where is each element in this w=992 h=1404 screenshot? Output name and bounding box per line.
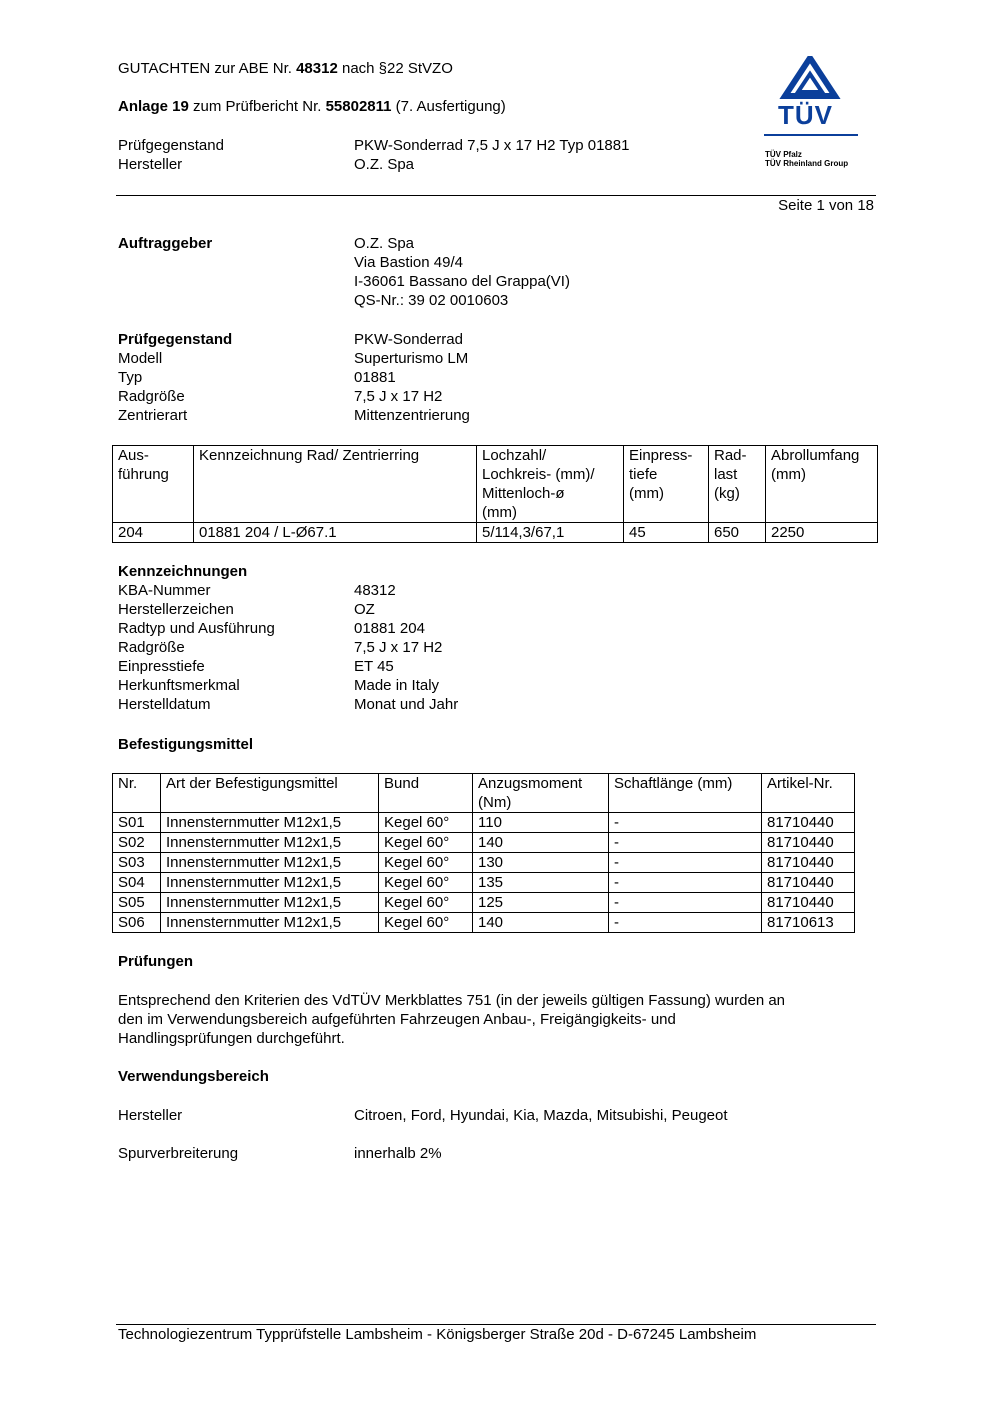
table-cell: Kegel 60° [379, 853, 473, 873]
table-cell: 81710440 [762, 873, 855, 893]
table-cell: Kegel 60° [379, 833, 473, 853]
table-row [113, 833, 855, 853]
table-cell: Kegel 60° [379, 913, 473, 933]
kenn-value: Monat und Jahr [354, 696, 459, 713]
tuev-logo [760, 56, 860, 176]
header-hersteller-label: Hersteller [118, 156, 183, 173]
kenn-value: OZ [354, 601, 375, 618]
table-cell: - [609, 893, 762, 913]
header-pruefgegenstand-label: Prüfgegenstand [118, 137, 224, 154]
table-cell: Kegel 60° [379, 813, 473, 833]
typ-label: Typ [118, 369, 143, 386]
table-cell: 81710440 [762, 833, 855, 853]
header-cell: Rad- last (kg) [709, 446, 766, 523]
table-cell: S03 [113, 853, 161, 873]
table-cell: 110 [473, 813, 609, 833]
spurverbreiterung-label: Spurverbreiterung [118, 1145, 239, 1162]
kenn-label: Herkunftsmerkmal [118, 677, 240, 694]
table-cell: 81710440 [762, 893, 855, 913]
kenn-label: Einpresstiefe [118, 658, 205, 675]
table-cell: - [609, 853, 762, 873]
header-cell: Bund [379, 774, 473, 813]
table-cell: Innensternmutter M12x1,5 [161, 833, 379, 853]
header-cell: Art der Befestigungsmittel [161, 774, 379, 813]
footer-text: Technologiezentrum Typprüfstelle Lambsheim - Königsberger Straße 20d - D-67245 Lambsheim [118, 1326, 757, 1343]
logo-sub2: TÜV Rheinland Group [765, 159, 849, 168]
table-cell: 81710440 [762, 813, 855, 833]
table-cell: S02 [113, 833, 161, 853]
table-cell: 650 [709, 523, 766, 543]
radgroesse-label: Radgröße [118, 388, 185, 405]
header-cell: Nr. [113, 774, 161, 813]
table-cell: S05 [113, 893, 161, 913]
table-row [113, 893, 855, 913]
table-cell: Innensternmutter M12x1,5 [161, 893, 379, 913]
header-cell: Schaftlänge (mm) [609, 774, 762, 813]
table-header-row [113, 774, 855, 813]
table-cell: 204 [113, 523, 194, 543]
auftraggeber-line: I-36061 Bassano del Grappa(VI) [354, 273, 570, 290]
logo-sub1: TÜV Pfalz [765, 150, 802, 159]
header-cell: Kennzeichnung Rad/ Zentrierring [194, 446, 477, 523]
pruefungen-title: Prüfungen [118, 953, 193, 970]
kenn-label: Radtyp und Ausführung [118, 620, 275, 637]
table-cell: 01881 204 / L-Ø67.1 [194, 523, 477, 543]
zentrierart-value: Mittenzentrierung [354, 407, 470, 424]
zentrierart-label: Zentrierart [118, 407, 188, 424]
header-divider [116, 195, 876, 196]
befestigung-table [112, 773, 855, 933]
verwendung-hersteller-value: Citroen, Ford, Hyundai, Kia, Mazda, Mitsubishi, Peugeot [354, 1107, 728, 1124]
header-cell: Artikel-Nr. [762, 774, 855, 813]
table-cell: - [609, 813, 762, 833]
document-title: GUTACHTEN zur ABE Nr. 48312 nach §22 StVZO [118, 60, 453, 77]
auftraggeber-label: Auftraggeber [118, 235, 213, 252]
modell-label: Modell [118, 350, 163, 367]
table-cell: - [609, 913, 762, 933]
befestigung-title: Befestigungsmittel [118, 736, 254, 753]
modell-value: Superturismo LM [354, 350, 469, 367]
page-number: Seite 1 von 18 [778, 197, 874, 214]
table-cell: S06 [113, 913, 161, 933]
table-cell: 140 [473, 833, 609, 853]
table-cell: Kegel 60° [379, 893, 473, 913]
kenn-label: Radgröße [118, 639, 185, 656]
document-subtitle: Anlage 19 zum Prüfbericht Nr. 55802811 (7. Ausfertigung) [118, 98, 506, 115]
table-cell: S04 [113, 873, 161, 893]
tuev-logo-text: TÜV [778, 100, 833, 130]
table-cell: Kegel 60° [379, 873, 473, 893]
header-pruefgegenstand-value: PKW-Sonderrad 7,5 J x 17 H2 Typ 01881 [354, 137, 630, 154]
table-row [113, 523, 878, 543]
table-cell: Innensternmutter M12x1,5 [161, 873, 379, 893]
auftraggeber-line: O.Z. Spa [354, 235, 415, 252]
pruefgegenstand-label: Prüfgegenstand [118, 331, 233, 348]
table-cell: - [609, 833, 762, 853]
kenn-value: 48312 [354, 582, 396, 599]
header-cell: Abrollumfang (mm) [766, 446, 878, 523]
table-row [113, 913, 855, 933]
table-cell: - [609, 873, 762, 893]
header-hersteller-value: O.Z. Spa [354, 156, 415, 173]
pruefgegenstand-value: PKW-Sonderrad [354, 331, 463, 348]
table-header-row [113, 446, 878, 523]
pruefungen-text-line: den im Verwendungsbereich aufgeführten Fahrzeugen Anbau-, Freigängigkeits- und [118, 1011, 676, 1028]
kennzeichnungen-title: Kennzeichnungen [118, 563, 248, 580]
kenn-value: 01881 204 [354, 620, 425, 637]
kenn-label: KBA-Nummer [118, 582, 211, 599]
header-cell: Aus- führung [113, 446, 194, 523]
kenn-label: Herstellerzeichen [118, 601, 234, 618]
kenn-value: Made in Italy [354, 677, 440, 694]
auftraggeber-line: Via Bastion 49/4 [354, 254, 463, 271]
radgroesse-value: 7,5 J x 17 H2 [354, 388, 443, 405]
auftraggeber-line: QS-Nr.: 39 02 0010603 [354, 292, 509, 309]
rad-table [112, 445, 878, 543]
header-cell: Einpress- tiefe (mm) [624, 446, 709, 523]
table-cell: Innensternmutter M12x1,5 [161, 813, 379, 833]
kenn-value: 7,5 J x 17 H2 [354, 639, 443, 656]
table-cell: 130 [473, 853, 609, 873]
header-cell: Lochzahl/ Lochkreis- (mm)/ Mittenloch-ø (mm) [477, 446, 624, 523]
table-row [113, 813, 855, 833]
header-cell: Anzugsmoment (Nm) [473, 774, 609, 813]
table-row [113, 853, 855, 873]
kenn-value: ET 45 [354, 658, 394, 675]
verwendungsbereich-title: Verwendungsbereich [118, 1068, 269, 1085]
table-cell: S01 [113, 813, 161, 833]
table-cell: 81710440 [762, 853, 855, 873]
pruefungen-text-line: Handlingsprüfungen durchgeführt. [118, 1030, 345, 1047]
typ-value: 01881 [354, 369, 396, 386]
kenn-label: Herstelldatum [118, 696, 211, 713]
table-row [113, 873, 855, 893]
table-cell: Innensternmutter M12x1,5 [161, 913, 379, 933]
table-cell: 45 [624, 523, 709, 543]
table-cell: 140 [473, 913, 609, 933]
spurverbreiterung-value: innerhalb 2% [354, 1145, 442, 1162]
pruefungen-text-line: Entsprechend den Kriterien des VdTÜV Merkblattes 751 (in der jeweils gültigen Fassung) wurden an [118, 992, 786, 1009]
table-cell: 125 [473, 893, 609, 913]
table-cell: Innensternmutter M12x1,5 [161, 853, 379, 873]
table-cell: 5/114,3/67,1 [477, 523, 624, 543]
table-cell: 81710613 [762, 913, 855, 933]
table-cell: 135 [473, 873, 609, 893]
table-cell: 2250 [766, 523, 878, 543]
verwendung-hersteller-label: Hersteller [118, 1107, 183, 1124]
logo-underline [764, 134, 858, 136]
